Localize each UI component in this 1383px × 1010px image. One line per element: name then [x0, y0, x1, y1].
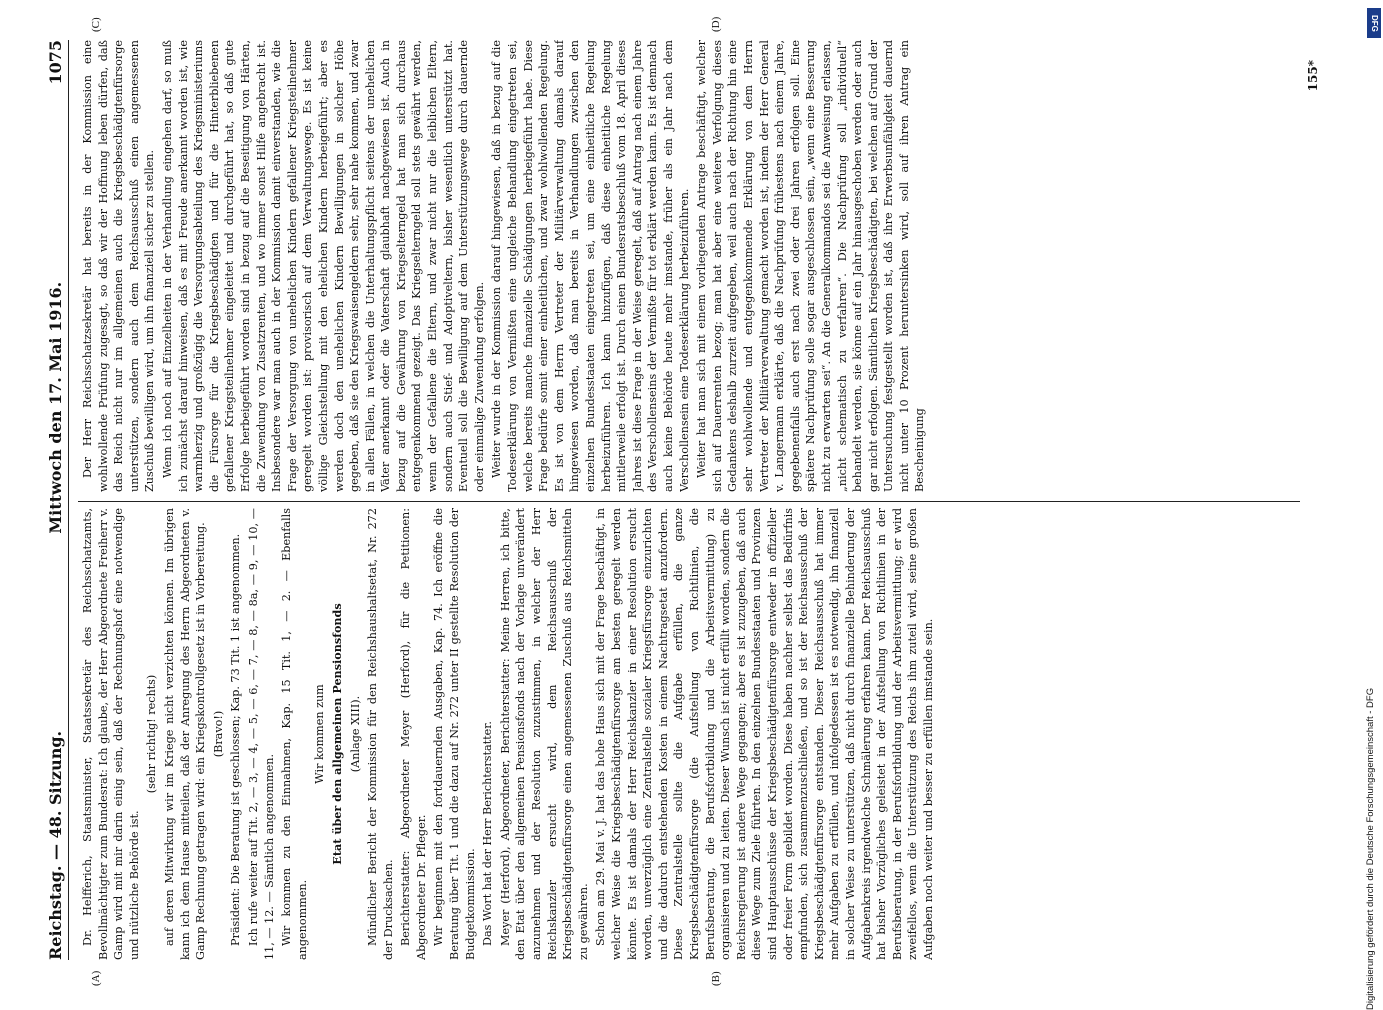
- paragraph: Schon am 29. Mai v. J. hat das hohe Haus sich mit der Frage beschäftigt, in welcher Weise die Kriegsbeschädigtenfürsorge am besten geregelt werden könnte. Es ist damals der Herr Reichskanzler in einer Resolution ersucht worden, unverzüglich eine Zentralstelle sozialer Kriegsfürsorge einzurichten und die dadurch entstehenden Kosten in einem Nachtragsetat anzufordern. Diese Zentralstelle sollte die Aufgabe erfüllen, die ganze Kriegsbeschädigtenfürsorge (die Aufstellung von Richtlinien, die Berufsberatung, die Berufsfortbildung und die Arbeitsvermittlung) zu organisieren und zu leiten. Dieser Wunsch ist nicht erfüllt worden, sondern die Reichsregierung ist andere Wege gegangen; aber es ist zuzugeben, daß auch diese Wege zum Ziele führten. In den einzelnen Bundesstaaten und Provinzen sind Hauptausschüsse der Kriegsbeschädigtenfürsorge entweder in offizieller oder freier Form gebildet worden. Diese haben nachher selbst das Bedürfnis empfunden, sich zusammenzuschließen, und so ist der Reichsausschuß der Kriegsbeschädigtenfürsorge entstanden. Dieser Reichsausschuß hat immer mehr Aufgaben zu erfüllen, und infolgedessen ist es notwendig, ihn finanziell in solcher Weise zu unterstützen, daß nicht durch finanzielle Behinderung der Aufgabenkreis irgendwelche Schmälerung erfahren kann. Der Reichsausschuß hat bisher Vorzügliches geleistet in der Aufstellung von Richtlinien in der Berufsberatung, in der Berufsfortbildung und der Arbeitsvermittlung; er wird zweifellos, wenn die Unterstützung des Reichs ihm zuteil wird, seine großen Aufgaben noch weiter und besser zu erfüllen imstande sein.: [594, 508, 935, 960]
- paragraph: (Anlage XIII).: [348, 695, 362, 773]
- rotated-document-page: [20, 0, 1340, 1000]
- footer-number: 155*: [1306, 60, 1320, 92]
- paragraph: auf deren Mitwirkung wir im Kriege nicht verzichten können. Im übrigen kann ich dem Hause mitteilen, daß der Anregung des Herrn Abgeordneten v. Gamp Rechnung getragen wird: ein Kriegskontrollgesetz ist in Vorbereitung.: [162, 508, 208, 960]
- paragraph: Das Wort hat der Herr Berichterstatter.: [481, 721, 495, 946]
- paragraph: Weiter wurde in der Kommission darauf hingewiesen, daß in bezug auf die Todeserklärung von Vermißten eine ungleiche Behandlung eingetreten sei, welche bereits manche finanzielle Schädigungen herbeigeführt habe. Diese Frage bedürfe somit einer einheitlichen, und zwar wohlwollenden Regelung. Es ist von dem Herrn Vertreter der Militärverwaltung damals darauf hingewiesen worden, daß man bereits in Verhandlungen zwischen den einzelnen Bundesstaaten eingetreten sei, um eine einheitliche Regelung herbeizuführen. Ich kann hinzufügen, daß diese einheitliche Regelung mittlerweile erfolgt ist. Durch einen Bundesratsbeschluß vom 18. April dieses Jahres ist diese Frage in der Weise geregelt, daß auf Antrag nach einem Jahre des Verschollenseins der Vermißte für tot erklärt werden kann. Es ist demnach auch keine Behörde heute mehr imstande, früher als ein Jahr nach dem Verschollensein eine Todeserklärung herbeizuführen.: [490, 40, 691, 492]
- header-session: Reichstag. — 48. Sitzung.: [45, 730, 65, 960]
- page-header: [42, 40, 69, 960]
- paragraph: Berichterstatter: Abgeordneter Meyer (Herford), für die Petitionen: Abgeordneter Dr. Pfleger.: [399, 508, 428, 960]
- header-page-number: 1075: [45, 40, 65, 85]
- right-column: [80, 40, 1300, 492]
- paragraph: Weiter hat man sich mit einem vorliegenden Antrage beschäftigt, welcher sich auf Dauerrenten bezog; man hat aber eine weitere Verfolgung dieses Gedankens deshalb zurzeit aufgegeben, weil auch nach der Richtung hin eine sehr wohlwollende und entgegenkommende Erklärung von dem Herrn Vertreter der Militärverwaltung gemacht worden ist, indem der Herr General v. Langermann erklärte, daß die Nachprüfung frühestens nach einem Jahre, gegebenenfalls auch erst nach zwei oder drei Jahren erfolgen soll. Eine spätere Nachprüfung solle sogar ausgeschlossen sein, „wenn eine Besserung nicht zu erwarten sei“. An die Generalkommandos sei die Anweisung erlassen, „nicht schematisch zu verfahren“. Die Nachprüfung soll „individuell“ behandelt werden, sie könne auf ein Jahr hinausgeschoben werden oder auch gar nicht erfolgen. Sämtlichen Kriegsbeschädigten, bei welchen auf Grund der Untersuchung festgestellt worden ist, daß ihre Erwerbsunfähigkeit dauernd nicht unter 10 Prozent heruntersinken wird, soll auf ihren Antrag ein Bescheinigung: [695, 40, 927, 492]
- margin-marker-d: (D): [710, 16, 722, 32]
- paragraph: Mündlicher Bericht der Kommission für den Reichshaushaltsetat, Nr. 272 der Drucksachen.: [366, 508, 395, 960]
- dfg-logo: DFG: [1367, 8, 1381, 38]
- margin-marker-a: (A): [90, 970, 102, 986]
- paragraph-interjection: (sehr richtig! rechts): [145, 674, 159, 794]
- side-note: [1365, 10, 1379, 1010]
- column-divider: [78, 501, 1300, 502]
- paragraph: Wir beginnen mit den fortdauernden Ausgaben, Kap. 74. Ich eröffne die Beratung über Tit. 1 und die dazu auf Nr. 272 unter II gestellte Resolution der Budgetkommission.: [432, 508, 477, 960]
- paragraph: Der Herr Reichsschatzsekretär hat bereits in der Kommission eine wohlwollende Prüfung zugesagt, so daß wir der Hoffnung leben dürfen, daß das Reich nicht nur im allgemeinen auch die Kriegsbeschädigtenfürsorge unterstützen, sondern auch dem Reichsausschuß einen angemessenen Zuschuß bewilligen wird, um ihn finanziell sicher zu stellen.: [81, 40, 157, 492]
- margin-marker-c: (C): [90, 17, 102, 32]
- section-heading: Etat über den allgemeinen Pensionsfonds: [329, 603, 344, 865]
- header-date: Mittwoch den 17. Mai 1916.: [45, 281, 65, 534]
- paragraph: Wir kommen zum: [313, 684, 327, 784]
- paragraph: Präsident: Die Beratung ist geschlossen; Kap. 73 Tit. 1 ist angenommen.: [229, 533, 243, 946]
- paragraph: Wir kommen zu den Einnahmen, Kap. 15 Tit. 1, — 2. — Ebenfalls angenommen.: [280, 508, 309, 960]
- paragraph: Meyer (Herford), Abgeordneter, Berichterstatter: Meine Herren, ich bitte, den Etat über den allgemeinen Pensionsfonds nach der Vorlage unverändert anzunehmen und der Resolution zuzustimmen, in welcher der Herr Reichskanzler ersucht wird, dem Reichsausschuß der Kriegsbeschädigtenfürsorge einen angemessenen Zuschuß aus Reichsmitteln zu gewähren.: [498, 508, 590, 960]
- paragraph: Wenn ich noch auf Einzelheiten in der Verhandlung eingehen darf, so muß ich zunächst darauf hinweisen, daß es mit Freude anerkannt worden ist, wie warmherzig und großzügig die Versorgungsabteilung des Kriegsministeriums die Fürsorge für die Kriegsbeschädigten und für die Hinterbliebenen gefallener Kriegsteilnehmer eingeleitet und durchgeführt hat, so daß gute Erfolge herbeigeführt worden sind in bezug auf die Beseitigung von Härten, die Zuwendung von Zusatzrenten, und wo immer sonst Hilfe angebracht ist. Insbesondere war man auch in der Kommission damit einverstanden, wie die Frage der Versorgung von unehelichen Kindern gefallener Kriegsteilnehmer geregelt worden ist: provisorisch auf dem Verwaltungswege. Es ist keine völlige Gleichstellung mit den ehelichen Kindern herbeigeführt; aber es werden doch den unehelichen Kindern Bewilligungen in solcher Höhe gegeben, daß sie den Kriegswaisengeldern sehr, sehr nahe kommen, und zwar in allen Fällen, in welchen die Unterhaltungspflicht seitens der unehelichen Väter anerkannt oder die Vaterschaft glaubhaft nachgewiesen ist. Auch in bezug auf die Gewährung von Kriegselterngeld hat man sich durchaus entgegenkommend gezeigt. Das Kriegselterngeld soll stets gewährt werden, wenn der Gefallene die Eltern, und zwar nicht nur die leiblichen Eltern, sondern auch Stief- und Adoptiveltern, bisher wesentlich unterstützt hat. Eventuell soll die Bewilligung auf dem Unterstützungswege durch dauernde oder einmalige Zuwendung erfolgen.: [160, 40, 486, 492]
- paragraph-interjection: (Bravo!): [211, 710, 225, 758]
- side-note-text: Digitalisierung gefördert durch die Deutsche Forschungsgemeinschaft - DFG: [1365, 687, 1376, 1010]
- left-column: [80, 508, 1300, 960]
- paragraph: Dr. Helfferich, Staatsminister, Staatssekretär des Reichsschatzamts, Bevollmächtigter zum Bundesrat: Ich glaube, der Herr Abgeordnete Freiherr v. Gamp wird mit mir darin einig sein, daß der Rechnungshof eine notwendige und nützliche Behörde ist.: [81, 508, 141, 960]
- margin-marker-b: (B): [710, 971, 722, 986]
- paragraph: Ich rufe weiter auf Tit. 2, — 3, — 4, — 5, — 6, — 7, — 8, — 8a, — 9, — 10, — 11, — 12. — Sämtlich angenommen.: [246, 508, 276, 960]
